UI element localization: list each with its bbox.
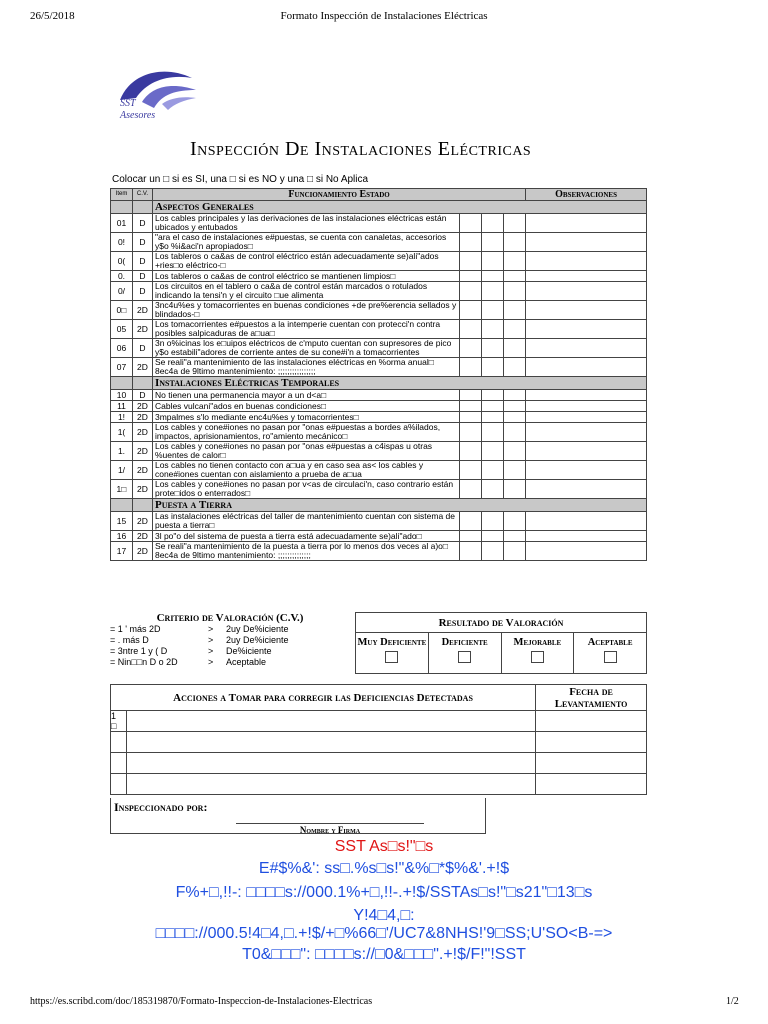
table-row [111,442,647,461]
row-item: 0□ [111,301,133,320]
answer-na-cell[interactable] [504,512,526,531]
signature-label: Nombre y Firma [299,825,361,835]
row-cv: 2D [132,412,152,423]
result-option: Aceptable [574,633,646,673]
answer-na-cell[interactable] [504,301,526,320]
answer-si-cell[interactable] [460,480,482,499]
observations-cell[interactable] [526,271,647,282]
row-description: Se reali"a mantenimiento de la puesta a tierra por lo menos dos veces al a)o□ 8ec4a de 9ltimo mantenimiento: ;;;;;;;;;;;;;; [152,542,459,561]
answer-na-cell[interactable] [504,233,526,252]
row-item: 10 [111,390,133,401]
answer-no-cell[interactable] [482,401,504,412]
answer-si-cell[interactable] [460,320,482,339]
answer-no-cell[interactable] [482,252,504,271]
box-icon: □ [306,174,314,185]
answer-na-cell[interactable] [504,282,526,301]
observations-cell[interactable] [526,252,647,271]
observations-cell[interactable] [526,531,647,542]
instructions [112,174,368,185]
row-cv: D [132,390,152,401]
answer-no-cell[interactable] [482,531,504,542]
criteria-title: Criterio de Valoración (C.V.) [156,612,304,624]
row-cv: 2D [132,461,152,480]
answer-no-cell[interactable] [482,461,504,480]
answer-na-cell[interactable] [504,390,526,401]
answer-no-cell[interactable] [482,390,504,401]
row-description: Los tomacorrientes e#puestos a la intemperie cuentan con protecci'n contra posibles salpicaduras de a□ua□ [152,320,459,339]
results-block [355,612,647,674]
row-cv: D [132,339,152,358]
answer-si-cell[interactable] [460,339,482,358]
table-row [111,271,647,282]
answer-no-cell[interactable] [482,320,504,339]
answer-si-cell[interactable] [460,461,482,480]
answer-na-cell[interactable] [504,401,526,412]
actions-row-number: 1 □ [111,711,127,732]
answer-no-cell[interactable] [482,214,504,233]
observations-cell[interactable] [526,282,647,301]
observations-cell[interactable] [526,233,647,252]
date-cell[interactable] [536,774,647,795]
table-row [111,542,647,561]
observations-cell[interactable] [526,339,647,358]
section-title: Puesta a Tierra [152,499,646,512]
actions-cell[interactable] [126,732,535,753]
row-item: 17 [111,542,133,561]
answer-no-cell[interactable] [482,480,504,499]
row-description: 3l po"o del sistema de puesta a tierra está adecuadamente se)ali"ado□ [152,531,459,542]
row-cv: 2D [132,542,152,561]
footer-line-5[interactable]: T0&□□□": □□□□s://□0&□□□".+!$/F!"!SST [242,946,526,963]
row-description: Cables vulcani"ados en buenas condiciones□ [152,401,459,412]
answer-si-cell[interactable] [460,442,482,461]
footer-url[interactable]: https://es.scribd.com/doc/185319870/Formato-Inspeccion-de-Instalaciones-Electricas [30,996,373,1007]
result-checkbox[interactable] [531,651,544,663]
criteria-row: = 1 ' más 2D > 2uy De%iciente [110,624,289,634]
row-description: No tienen una permanencia mayor a un d<a□ [152,390,459,401]
result-checkbox[interactable] [458,651,471,663]
answer-na-cell[interactable] [504,423,526,442]
row-description: 3n o%icinas los e□uipos eléctricos de c'mputo cuentan con supresores de pico y$o estabili"adores de corriente antes de su cone#i'n a tomacorrientes [152,339,459,358]
answer-na-cell[interactable] [504,531,526,542]
date-cell[interactable] [536,732,647,753]
answer-na-cell[interactable] [504,271,526,282]
observations-cell[interactable] [526,358,647,377]
table-row [111,461,647,480]
answer-no-cell[interactable] [482,271,504,282]
row-description: 3nc4u%es y tomacorrientes en buenas condiciones +de pre%erencia sellados y blindados-□ [152,301,459,320]
row-item: 05 [111,320,133,339]
answer-no-cell[interactable] [482,301,504,320]
logo-line1: SST [120,98,136,109]
answer-no-cell[interactable] [482,512,504,531]
answer-na-cell[interactable] [504,320,526,339]
logo-line2: Asesores [120,110,156,121]
row-description: Los tableros o ca&as de control eléctrico se mantienen limpios□ [152,271,459,282]
row-cv: D [132,282,152,301]
row-item: 0! [111,233,133,252]
answer-no-cell[interactable] [482,442,504,461]
row-item: 07 [111,358,133,377]
criteria-row: = Nin□□n D o 2D > Aceptable [110,657,267,667]
row-description: Los cables y cone#iones no pasan por v<as de circulaci'n, caso contrario están prote□idos o enterrados□ [152,480,459,499]
observations-cell[interactable] [526,512,647,531]
row-cv: D [132,252,152,271]
observations-cell[interactable] [526,461,647,480]
table-row [111,301,647,320]
actions-title: Acciones a Tomar para corregir las Deficiencias Detectadas [111,685,536,711]
row-item: 1□ [111,480,133,499]
table-row [111,423,647,442]
footer-line-4[interactable]: □□□□://000.5!4□4,□.+!$/+□%66□'/UC7&8NHS!'9□SS;U'SO<B-=> [155,925,613,942]
observations-cell[interactable] [526,542,647,561]
answer-si-cell[interactable] [460,214,482,233]
instr-si: si es SI, una [171,174,227,185]
observations-cell[interactable] [526,442,647,461]
row-item: 06 [111,339,133,358]
answer-si-cell[interactable] [460,271,482,282]
observations-cell[interactable] [526,401,647,412]
observations-cell[interactable] [526,320,647,339]
col-item: Item [111,189,133,201]
answer-no-cell[interactable] [482,423,504,442]
section-title: Aspectos Generales [152,201,646,214]
row-cv: D [132,233,152,252]
observations-cell[interactable] [526,412,647,423]
row-description: Se reali"a mantenimiento de las instalaciones eléctricas en %orma anual□ 8ec4a de 9ltimo mantenimiento: ;;;;;;;;;;;;;;;; [152,358,459,377]
signature-line [236,823,424,824]
col-cv: C.V. [132,189,152,201]
row-item: 01 [111,214,133,233]
instr-no: si es NO y una [238,174,305,185]
row-cv: D [132,214,152,233]
instr-prefix: Colocar un [112,174,161,185]
inspection-label: Inspeccionado por: [114,800,208,814]
answer-na-cell[interactable] [504,442,526,461]
footer-line-3: Y!4□4,□: [353,907,415,924]
row-description: Los circuitos en el tablero o ca&a de control están marcados o rotulados indicando la tensi'n y el circuito □ue alimenta [152,282,459,301]
row-cv: 2D [132,301,152,320]
row-item: 1. [111,442,133,461]
row-cv: 2D [132,512,152,531]
date-cell[interactable] [536,711,647,732]
answer-si-cell[interactable] [460,512,482,531]
row-cv: 2D [132,401,152,412]
table-row [111,282,647,301]
table-row [111,512,647,531]
row-cv: 2D [132,423,152,442]
footer-page: 1/2 [726,996,739,1007]
row-description: 3mpalmes s'lo mediante enc4u%es y tomacorrientes□ [152,412,459,423]
criteria-block [110,612,350,668]
inspection-table [110,188,647,561]
row-item: 1( [111,423,133,442]
row-description: Los tableros o ca&as de control eléctrico están adecuadamente se)ali"ados +ries□o eléctrico-□ [152,252,459,271]
answer-si-cell[interactable] [460,358,482,377]
answer-na-cell[interactable] [504,412,526,423]
row-item: 0/ [111,282,133,301]
row-item: 1! [111,412,133,423]
criteria-row: = . más D > 2uy De%iciente [110,635,289,645]
observations-cell[interactable] [526,214,647,233]
table-row [111,233,647,252]
observations-cell[interactable] [526,301,647,320]
actions-table [110,684,647,795]
answer-na-cell[interactable] [504,461,526,480]
row-cv: 2D [132,358,152,377]
instr-na: si No Aplica [315,174,369,185]
footer-line-1: E#$%&': ss□.%s□s!"&%□*$%&'.+!$ [258,860,510,877]
answer-si-cell[interactable] [460,282,482,301]
answer-na-cell[interactable] [504,358,526,377]
results-title: Resultado de Valoración [356,613,646,633]
table-row [111,339,647,358]
answer-si-cell[interactable] [460,233,482,252]
table-row [111,252,647,271]
table-row [111,214,647,233]
col-func: Funcionamiento Estado [152,189,525,201]
answer-no-cell[interactable] [482,542,504,561]
print-date: 26/5/2018 [30,10,75,22]
answer-si-cell[interactable] [460,401,482,412]
row-description: Las instalaciones eléctricas del taller de mantenimiento cuentan con sistema de puesta a tierra□ [152,512,459,531]
actions-cell[interactable] [126,753,535,774]
print-page-title: Formato Inspección de Instalaciones Eléctricas [280,10,488,22]
result-option: Muy Deficiente [356,633,429,673]
row-item: 0( [111,252,133,271]
section-title: Instalaciones Eléctricas Temporales [152,377,646,390]
row-item: 15 [111,512,133,531]
row-item: 1/ [111,461,133,480]
result-option: Deficiente [429,633,502,673]
table-row [111,320,647,339]
answer-si-cell[interactable] [460,412,482,423]
actions-cell[interactable] [126,774,535,795]
answer-si-cell[interactable] [460,423,482,442]
footer-line-2[interactable]: F%+□,!!-: □□□□s://000.1%+□,!!-.+!$/SSTAs□s!"□s21"□13□s [175,884,593,901]
row-cv: D [132,271,152,282]
table-row [111,358,647,377]
criteria-row: = 3ntre 1 y ( D > De%iciente [110,646,272,656]
col-obs: Observaciones [526,189,647,201]
date-title: Fecha de Levantamiento [536,685,647,711]
document-title: Inspección De Instalaciones Eléctricas [190,138,532,160]
answer-si-cell[interactable] [460,252,482,271]
answer-na-cell[interactable] [504,480,526,499]
box-icon: □ [229,174,236,185]
answer-no-cell[interactable] [482,282,504,301]
answer-si-cell[interactable] [460,301,482,320]
row-item: 11 [111,401,133,412]
result-checkbox[interactable] [385,651,398,663]
date-cell[interactable] [536,753,647,774]
footer-red-text: SST As□s!"□s [334,838,434,855]
answer-si-cell[interactable] [460,531,482,542]
row-description: Los cables y cone#iones no pasan por "onas e#puestas a c4ispas u otras %uentes de calor□ [152,442,459,461]
row-item: 16 [111,531,133,542]
result-option: Mejorable [502,633,575,673]
observations-cell[interactable] [526,390,647,401]
answer-na-cell[interactable] [504,339,526,358]
table-row [111,390,647,401]
row-description: Los cables y cone#iones no pasan por "onas e#puestas a bordes a%ilados, impactos, aprisionamientos, ro"amiento mecánico□ [152,423,459,442]
answer-si-cell[interactable] [460,542,482,561]
observations-cell[interactable] [526,423,647,442]
row-item: 0. [111,271,133,282]
answer-no-cell[interactable] [482,233,504,252]
answer-si-cell[interactable] [460,390,482,401]
table-row [111,401,647,412]
row-cv: 2D [132,442,152,461]
row-cv: 2D [132,531,152,542]
box-icon: □ [163,174,170,185]
actions-cell[interactable] [126,711,535,732]
answer-no-cell[interactable] [482,339,504,358]
row-cv: 2D [132,480,152,499]
answer-no-cell[interactable] [482,358,504,377]
row-description: Los cables principales y las derivaciones de las instalaciones eléctricas están ubicados y entubados [152,214,459,233]
table-row [111,531,647,542]
answer-na-cell[interactable] [504,214,526,233]
table-row [111,412,647,423]
answer-na-cell[interactable] [504,542,526,561]
answer-na-cell[interactable] [504,252,526,271]
row-description: "ara el caso de instalaciones e#puestas, se cuenta con canaletas, accesorios y$o %i&aci'n apropiados□ [152,233,459,252]
table-row [111,480,647,499]
result-checkbox[interactable] [604,651,617,663]
answer-no-cell[interactable] [482,412,504,423]
observations-cell[interactable] [526,480,647,499]
row-cv: 2D [132,320,152,339]
row-description: Los cables no tienen contacto con a□ua y en caso sea as< los cables y cone#iones cuentan con aislamiento a prueba de a□ua [152,461,459,480]
